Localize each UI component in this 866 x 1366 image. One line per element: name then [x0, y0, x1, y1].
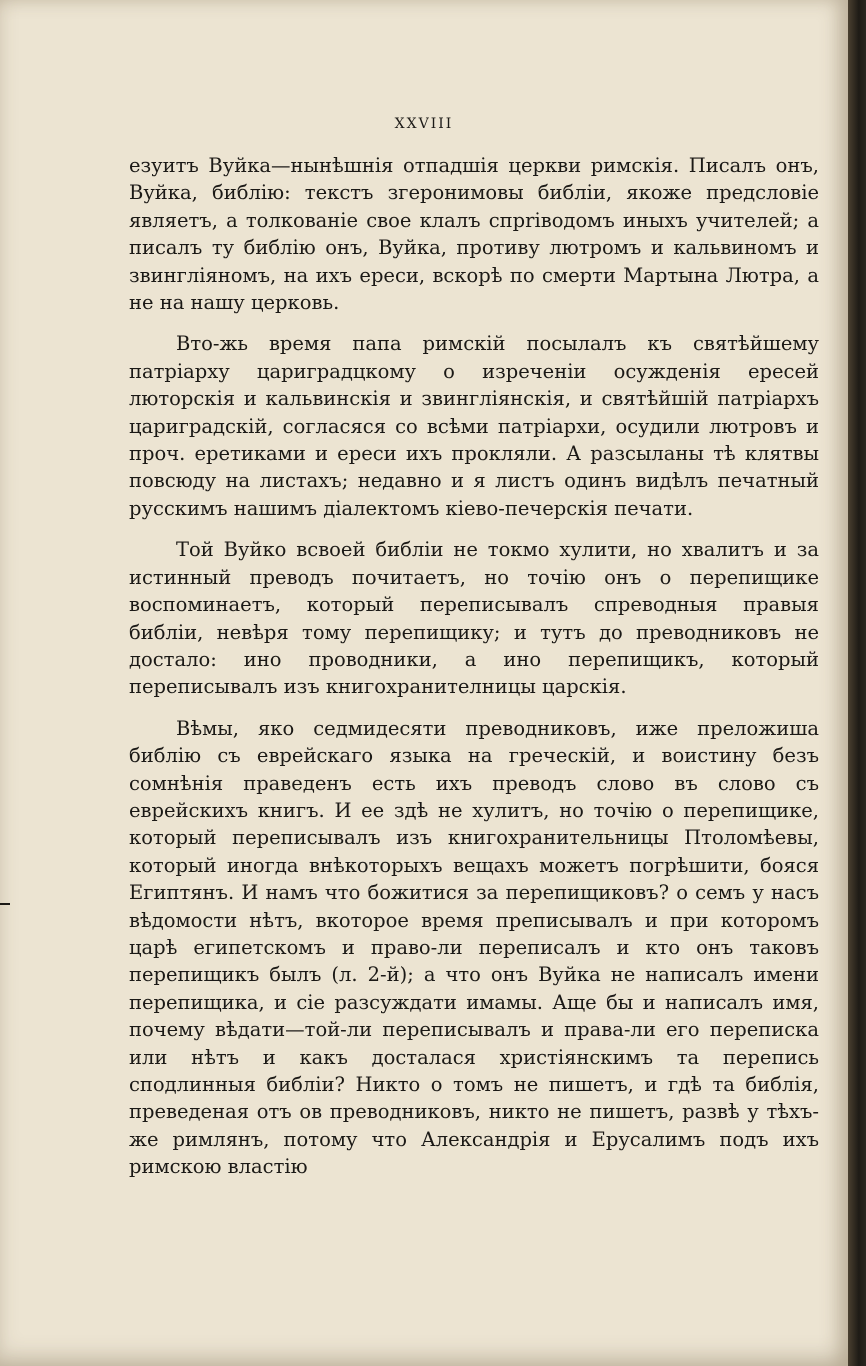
margin-mark	[0, 903, 10, 905]
text-block	[129, 152, 819, 1195]
page-number: XXVIII	[394, 116, 454, 132]
paragraph-3: Той Вуйко всвоей библіи не токмо хулити, но хвалитъ и за истинный преводъ почитаетъ, но точію онъ о перепищике воспоминаетъ, который переписывалъ спреводныя правыя библіи, невѣря тому перепищику; и тутъ до преводниковъ не достало: ино проводники, а ино перепищикъ, который переписывалъ изъ книгохранителницы царскія.	[129, 538, 819, 699]
paragraph-4: Вѣмы, яко седмидесяти преводниковъ, иже преложиша библію съ еврейскаго языка на греческій, и воистину безъ сомнѣнія праведенъ есть ихъ преводъ слово въ слово съ еврейскихъ книгъ. И ее здѣ не хулитъ, но точію о перепищике, который переписывалъ изъ книгохранительницы Птоломѣевы, который иногда внѣкоторыхъ вещахъ можетъ погрѣшити, бояся Египтянъ. И намъ что божитися за перепищиковъ? о семъ у насъ вѣдомости нѣтъ, вкоторое время преписывалъ и при которомъ царѣ египетскомъ и право-ли переписалъ и кто онъ таковъ перепищикъ былъ (л. 2-й); а что онъ Вуйка не написалъ имени перепищика, и сіе разсуждати имамы. Аще бы и написалъ имя, почему вѣдати—той-ли переписывалъ и права-ли его переписка или нѣтъ и какъ досталася христіянскимъ та перепись сподлинныя библіи? Никто о томъ не пишетъ, и гдѣ та библія, преведеная отъ ов преводниковъ, никто не пишетъ, развѣ у тѣхъ-же римлянъ, потому что Александрія и Ерусалимъ подъ ихъ римскою властію	[129, 716, 819, 1179]
paragraph-1: езуитъ Вуйка—нынѣшнія отпадшія церкви римскія. Писалъ онъ, Вуйка, библію: текстъ згеронимовы библіи, якоже предсловіе являетъ, а толкованіе свое клалъ спpriводомъ иныхъ учителей; а писалъ ту библію онъ, Вуйка, противу лютромъ и кальвиномъ и звингліяномъ, на ихъ ереси, вскорѣ по смерти Мартына Лютра, а не на нашу церковь.	[129, 154, 819, 315]
page-edge	[848, 0, 866, 1366]
paragraph-2: Вто-жь время папа римскій посылалъ къ святѣйшему патріарху цариградцкому о изреченіи осужденія ересей люторскія и кальвинскія и звингліянскія, и святѣйшій патріархъ цариградскій, согласяся со всѣми патріархи, осудили лютровъ и проч. еретиками и ереси ихъ прокляли. А разсыланы тѣ клятвы повсюду на листахъ; недавно и я листъ одинъ видѣлъ печатный русскимъ нашимъ діалектомъ кіево-печерскія печати.	[129, 332, 819, 520]
